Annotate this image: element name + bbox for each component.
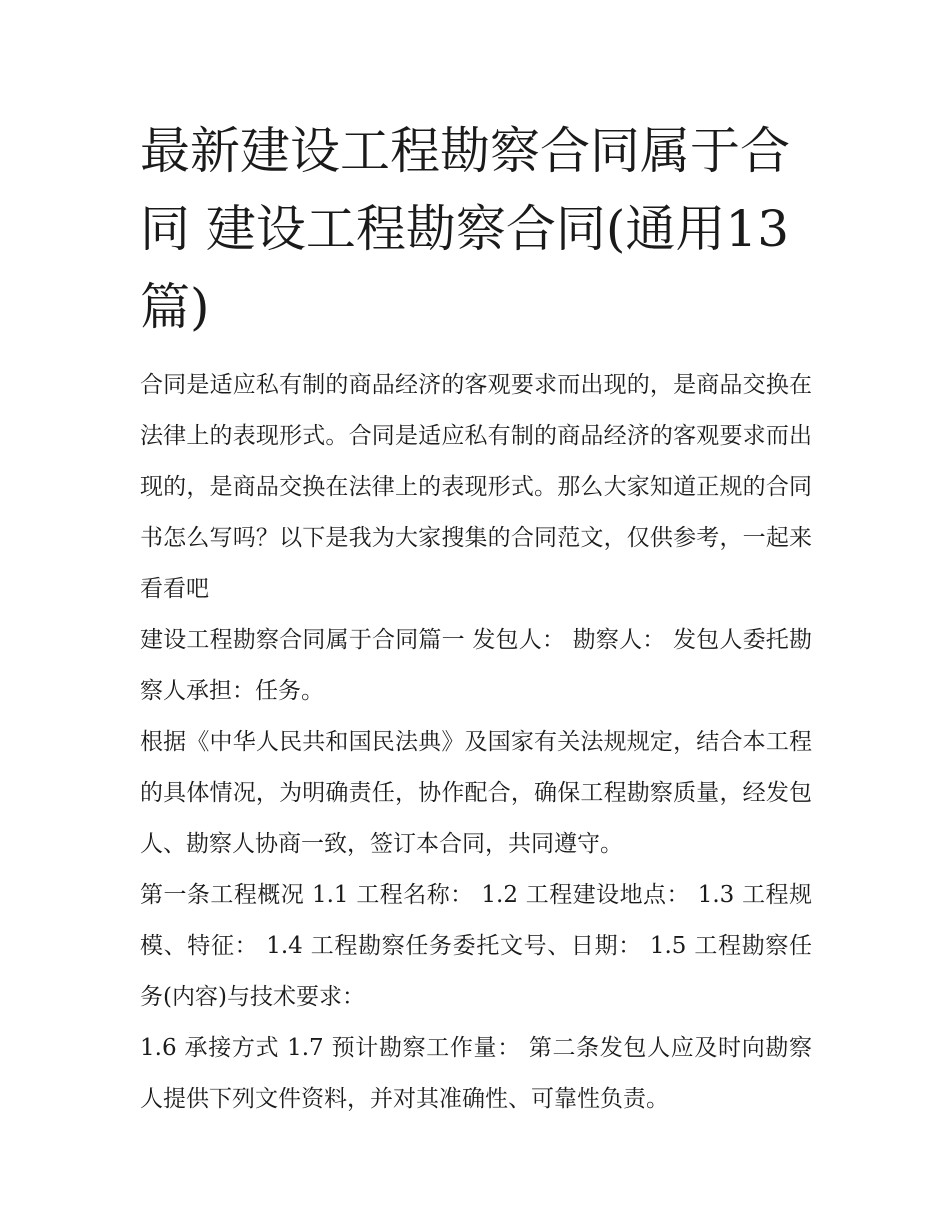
paragraph-intro: 合同是适应私有制的商品经济的客观要求而出现的，是商品交换在法律上的表现形式。合同是适应私有制的商品经济的客观要求而出现的，是商品交换在法律上的表现形式。那么大家知道正规的合同书怎么写吗？以下是我为大家搜集的合同范文，仅供参考，一起来看看吧 (140, 372, 812, 602)
paragraph-article-two: 1.6 承接方式 1.7 预计勘察工作量： 第二条发包人应及时向勘察人提供下列文件资料，并对其准确性、可靠性负责。 (140, 1035, 812, 1112)
paragraph-article-one: 第一条工程概况 1.1 工程名称： 1.2 工程建设地点： 1.3 工程规模、特征： 1.4 工程勘察任务委托文号、日期： 1.5 工程勘察任务(内容)与技术要求： (140, 882, 812, 1010)
paragraph-legal-basis: 根据《中华人民共和国民法典》及国家有关法规规定，结合本工程的具体情况，为明确责任，协作配合，确保工程勘察质量，经发包人、勘察人协商一致，签订本合同，共同遵守。 (140, 729, 812, 857)
document-title: 最新建设工程勘察合同属于合同 建设工程勘察合同(通用13篇) (140, 122, 790, 336)
document-page (140, 112, 812, 1125)
paragraph-contract-parties: 建设工程勘察合同属于合同篇一 发包人： 勘察人： 发包人委托勘察人承担：任务。 (140, 627, 812, 704)
